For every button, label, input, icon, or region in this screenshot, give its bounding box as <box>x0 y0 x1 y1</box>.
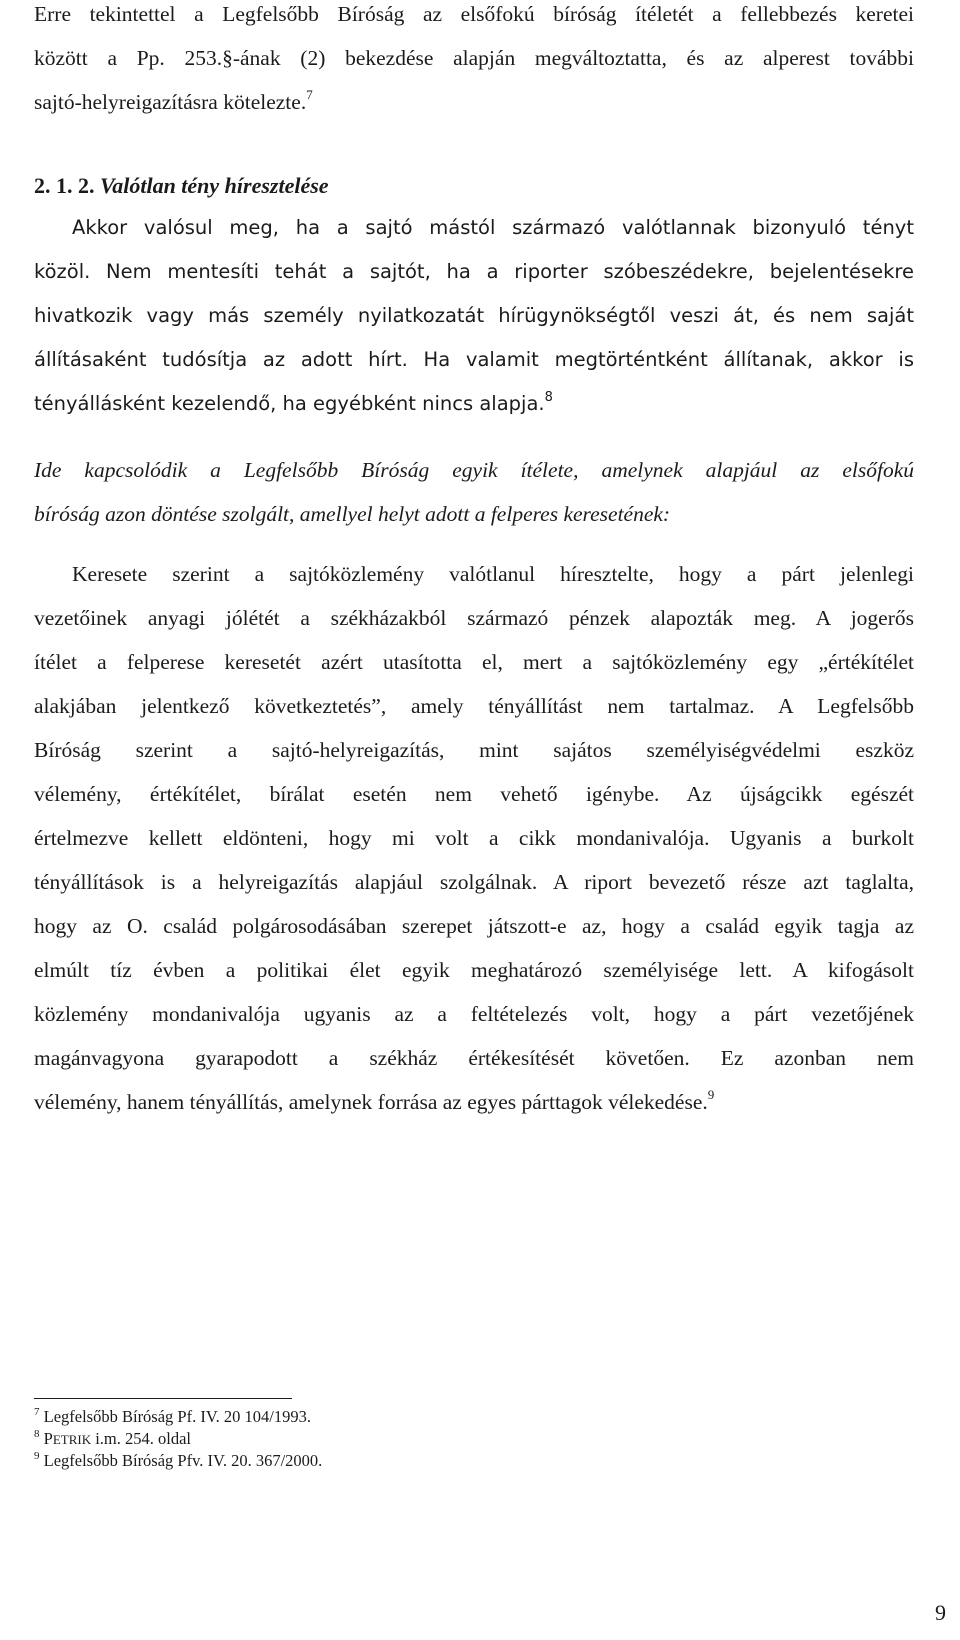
paragraph-line: között a Pp. 253.§-ának (2) bekezdése alapján megváltoztatta, és az alperest további <box>34 46 914 70</box>
footnote-ref[interactable]: 7 <box>306 86 313 102</box>
paragraph-line: alakjában jelentkező következtetés”, amely tényállítást nem tartalmaz. A Legfelsőbb <box>34 694 914 718</box>
paragraph-line: elmúlt tíz évben a politikai élet egyik meghatározó személyisége lett. A kifogásolt <box>34 958 914 982</box>
page-number: 9 <box>935 1600 946 1625</box>
paragraph-line: Erre tekintettel a Legfelsőbb Bíróság az elsőfokú bíróság ítéletét a fellebbezés keretei <box>34 2 914 26</box>
paragraph-line: Akkor valósul meg, ha a sajtó mástól származó valótlannak bizonyuló tényt <box>72 216 914 239</box>
paragraph-line: közlemény mondanivalója ugyanis az a feltételezés volt, hogy a párt vezetőjének <box>34 1002 914 1026</box>
paragraph-line: állításaként tudósítja az adott hírt. Ha valamit megtörténtként állítanak, akkor is <box>34 348 914 371</box>
paragraph-line: ítélet a felperese keresetét azért utasította el, mert a sajtóközlemény egy „értékítélet <box>34 650 914 674</box>
section-heading <box>34 164 329 208</box>
paragraph-line <box>34 80 914 124</box>
footnote-text: Legfelsőbb Bíróság Pfv. IV. 20. 367/2000. <box>43 1451 323 1470</box>
footnote-ref[interactable]: 9 <box>707 1086 715 1102</box>
paragraph-line: vélemény, értékítélet, bírálat esetén nem vehető igénybe. Az újságcikk egészét <box>34 782 914 806</box>
paragraph-line: magánvagyona gyarapodott a székház értékesítését követően. Ez azonban nem <box>34 1046 914 1070</box>
paragraph-line: tényállítások is a helyreigazítás alapjául szolgálnak. A riport bevezető része azt taglalta, <box>34 870 914 894</box>
footnote <box>34 1406 311 1428</box>
footnote-ref[interactable]: 8 <box>544 389 553 405</box>
paragraph-line: hogy az O. család polgárosodásában szerepet játszott-e az, hogy a család egyik tagja az <box>34 914 914 938</box>
footnote-number: 7 <box>34 1405 40 1418</box>
footnote-text: i.m. 254. oldal <box>91 1429 192 1448</box>
paragraph-line <box>34 382 914 426</box>
footnote <box>34 1428 191 1451</box>
footnote <box>34 1450 322 1472</box>
paragraph-line: Ide kapcsolódik a Legfelsőbb Bíróság egyik ítélete, amelynek alapjául az elsőfokú <box>34 458 914 482</box>
footnote-text: Legfelsőbb Bíróság Pf. IV. 20 104/1993. <box>43 1407 311 1426</box>
footnote-number: 8 <box>34 1427 40 1440</box>
section-number: 2. 1. 2. <box>34 173 95 198</box>
author-initial: P <box>43 1429 53 1448</box>
paragraph-line: Keresete szerint a sajtóközlemény valótlanul híresztelte, hogy a párt jelenlegi <box>72 562 914 586</box>
paragraph-line: közöl. Nem mentesíti tehát a sajtót, ha a riporter szóbeszédekre, bejelentésekre <box>34 260 914 283</box>
paragraph-line: Bíróság szerint a sajtó-helyreigazítás, mint sajátos személyiségvédelmi eszköz <box>34 738 914 762</box>
paragraph-text: sajtó-helyreigazításra kötelezte. <box>34 90 307 114</box>
paragraph-line <box>34 1080 914 1124</box>
paragraph-text: tényállásként kezelendő, ha egyébként nincs alapja. <box>34 392 545 415</box>
paragraph-line: vezetőinek anyagi jólétét a székházakból származó pénzek alapozták meg. A jogerős <box>34 606 914 630</box>
paragraph-text: vélemény, hanem tényállítás, amelynek forrása az egyes párttagok vélekedése. <box>34 1090 708 1114</box>
author-name-smallcaps: ETRIK <box>52 1432 92 1447</box>
paragraph-line: értelmezve kellett eldönteni, hogy mi volt a cikk mondanivalója. Ugyanis a burkolt <box>34 826 914 850</box>
section-title: Valótlan tény híresztelése <box>100 173 329 198</box>
footnote-number: 9 <box>34 1449 40 1462</box>
footnote-separator <box>34 1398 292 1399</box>
paragraph-line: hivatkozik vagy más személy nyilatkozatát hírügynökségtől veszi át, és nem saját <box>34 304 914 327</box>
paragraph-line: bíróság azon döntése szolgált, amellyel helyt adott a felperes keresetének: <box>34 502 671 526</box>
